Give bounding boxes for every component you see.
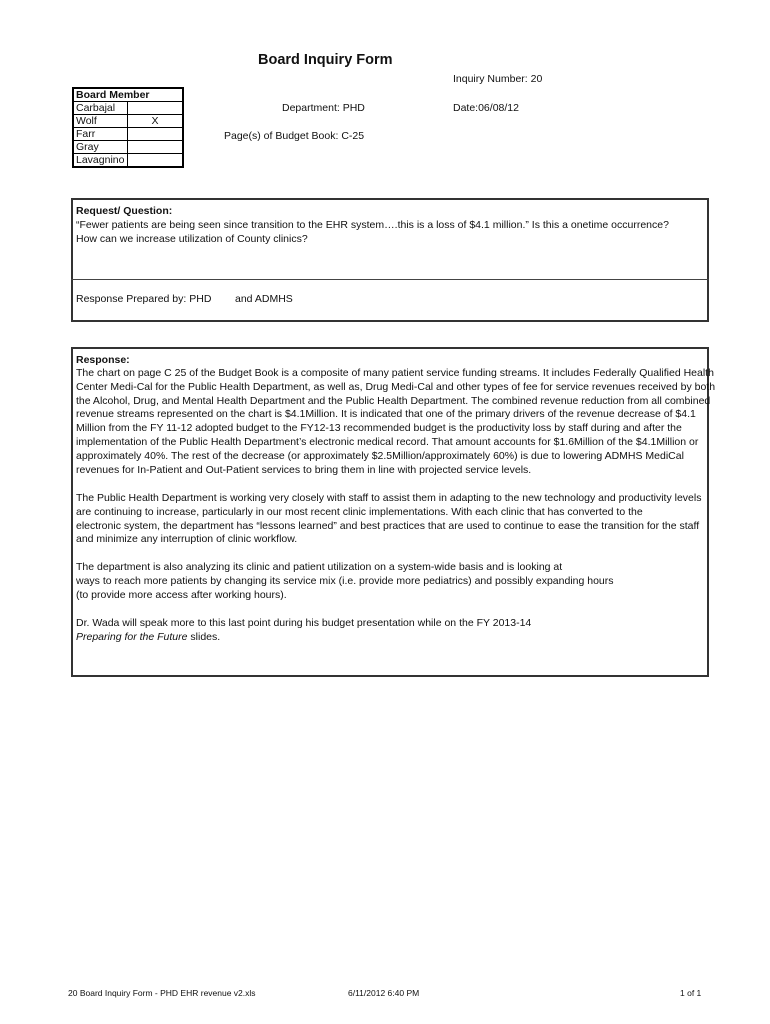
member-mark — [128, 128, 184, 141]
response-paragraph-1 — [76, 367, 716, 477]
response-line: the Alcohol, Drug, and Mental Health Department and the Public Health Department. The combined revenue reduction from all combined — [76, 394, 711, 407]
request-label: Request/ Question: — [76, 205, 173, 217]
board-member-row — [73, 128, 183, 141]
department: Department: PHD — [282, 102, 365, 114]
slides-title: Preparing for the Future — [76, 630, 188, 643]
footer-page-number: 1 of 1 — [680, 988, 702, 998]
budget-book-pages: Page(s) of Budget Book: C-25 — [224, 130, 365, 142]
member-name: Farr — [73, 128, 128, 141]
response-line: are continuing to increase, particularly in our most recent clinic implementations. With each clinic that has converted to the — [76, 505, 643, 518]
inquiry-number: Inquiry Number: 20 — [453, 73, 543, 85]
response-line: electronic system, the department has “lessons learned” and best practices that are used to continue to ease the transition for the staff — [76, 519, 700, 532]
response-line: implementation of the Public Health Department’s electronic medical record. That amount accounts for $1.6Million of the $4.1Million or — [76, 435, 699, 448]
response-paragraph-4 — [76, 617, 704, 645]
slides-suffix: slides. — [187, 630, 221, 643]
response-line: revenues for In-Patient and Out-Patient services to bring them in line with projected service levels. — [76, 463, 532, 476]
member-name: Lavagnino — [73, 154, 128, 168]
member-mark — [128, 141, 184, 154]
response-line: revenue streams represented on the chart is $4.1Million. It is indicated that one of the primary drivers of the revenue decrease of $4.1 — [76, 408, 696, 421]
request-divider — [71, 279, 709, 280]
footer-timestamp: 6/11/2012 6:40 PM — [348, 988, 420, 998]
board-member-row — [73, 115, 183, 128]
member-mark — [128, 154, 184, 168]
response-line — [76, 631, 704, 645]
response-line: and minimize any interruption of clinic workflow. — [76, 533, 298, 546]
date: Date:06/08/12 — [453, 102, 519, 114]
response-line: Dr. Wada will speak more to this last point during his budget presentation while on the FY 2013-14 — [76, 617, 532, 629]
form-title: Board Inquiry Form — [258, 52, 393, 68]
response-line: ways to reach more patients by changing its service mix (i.e. provide more pediatrics) and possibly expanding hours — [76, 574, 614, 587]
member-name: Wolf — [73, 115, 128, 128]
response-line: Center Medi-Cal for the Public Health Department, as well as, Drug Medi-Cal and other types of fee for service revenues received by both — [76, 380, 716, 393]
board-member-row — [73, 102, 183, 115]
response-paragraph-3 — [76, 561, 704, 602]
response-line: approximately 40%. The rest of the decrease (or approximately $2.5Million/approximately 60%) is due to lowering ADMHS MediCal — [76, 449, 684, 462]
board-member-header: Board Member — [73, 88, 183, 102]
board-member-row — [73, 154, 183, 168]
member-mark: X — [128, 115, 184, 128]
response-line: The Public Health Department is working very closely with staff to assist them in adapting to the new technology and productivity levels — [76, 492, 702, 504]
response-label: Response: — [76, 354, 130, 366]
member-name: Gray — [73, 141, 128, 154]
response-line: Million from the FY 11-12 adopted budget to the FY12-13 recommended budget is the productivity loss by staff during and after the — [76, 422, 682, 435]
response-line: The chart on page C 25 of the Budget Book is a composite of many patient service funding streams. It includes Federally Qualified Health — [76, 367, 714, 379]
response-line: (to provide more access after working hours). — [76, 588, 287, 601]
response-prepared-by-2: and ADMHS — [235, 293, 293, 305]
board-member-table — [72, 87, 184, 168]
request-text-line: “Fewer patients are being seen since transition to the EHR system….this is a loss of $4.1 million.” Is this a onetime occurrence? — [76, 219, 669, 231]
response-line: The department is also analyzing its clinic and patient utilization on a system-wide basis and is looking at — [76, 561, 563, 573]
member-name: Carbajal — [73, 102, 128, 115]
member-mark — [128, 102, 184, 115]
response-paragraph-2 — [76, 492, 704, 547]
response-prepared-by: Response Prepared by: PHD — [76, 293, 212, 305]
board-member-row — [73, 141, 183, 154]
request-text-line: How can we increase utilization of County clinics? — [76, 233, 308, 245]
footer-filename: 20 Board Inquiry Form - PHD EHR revenue v2.xls — [68, 988, 256, 998]
